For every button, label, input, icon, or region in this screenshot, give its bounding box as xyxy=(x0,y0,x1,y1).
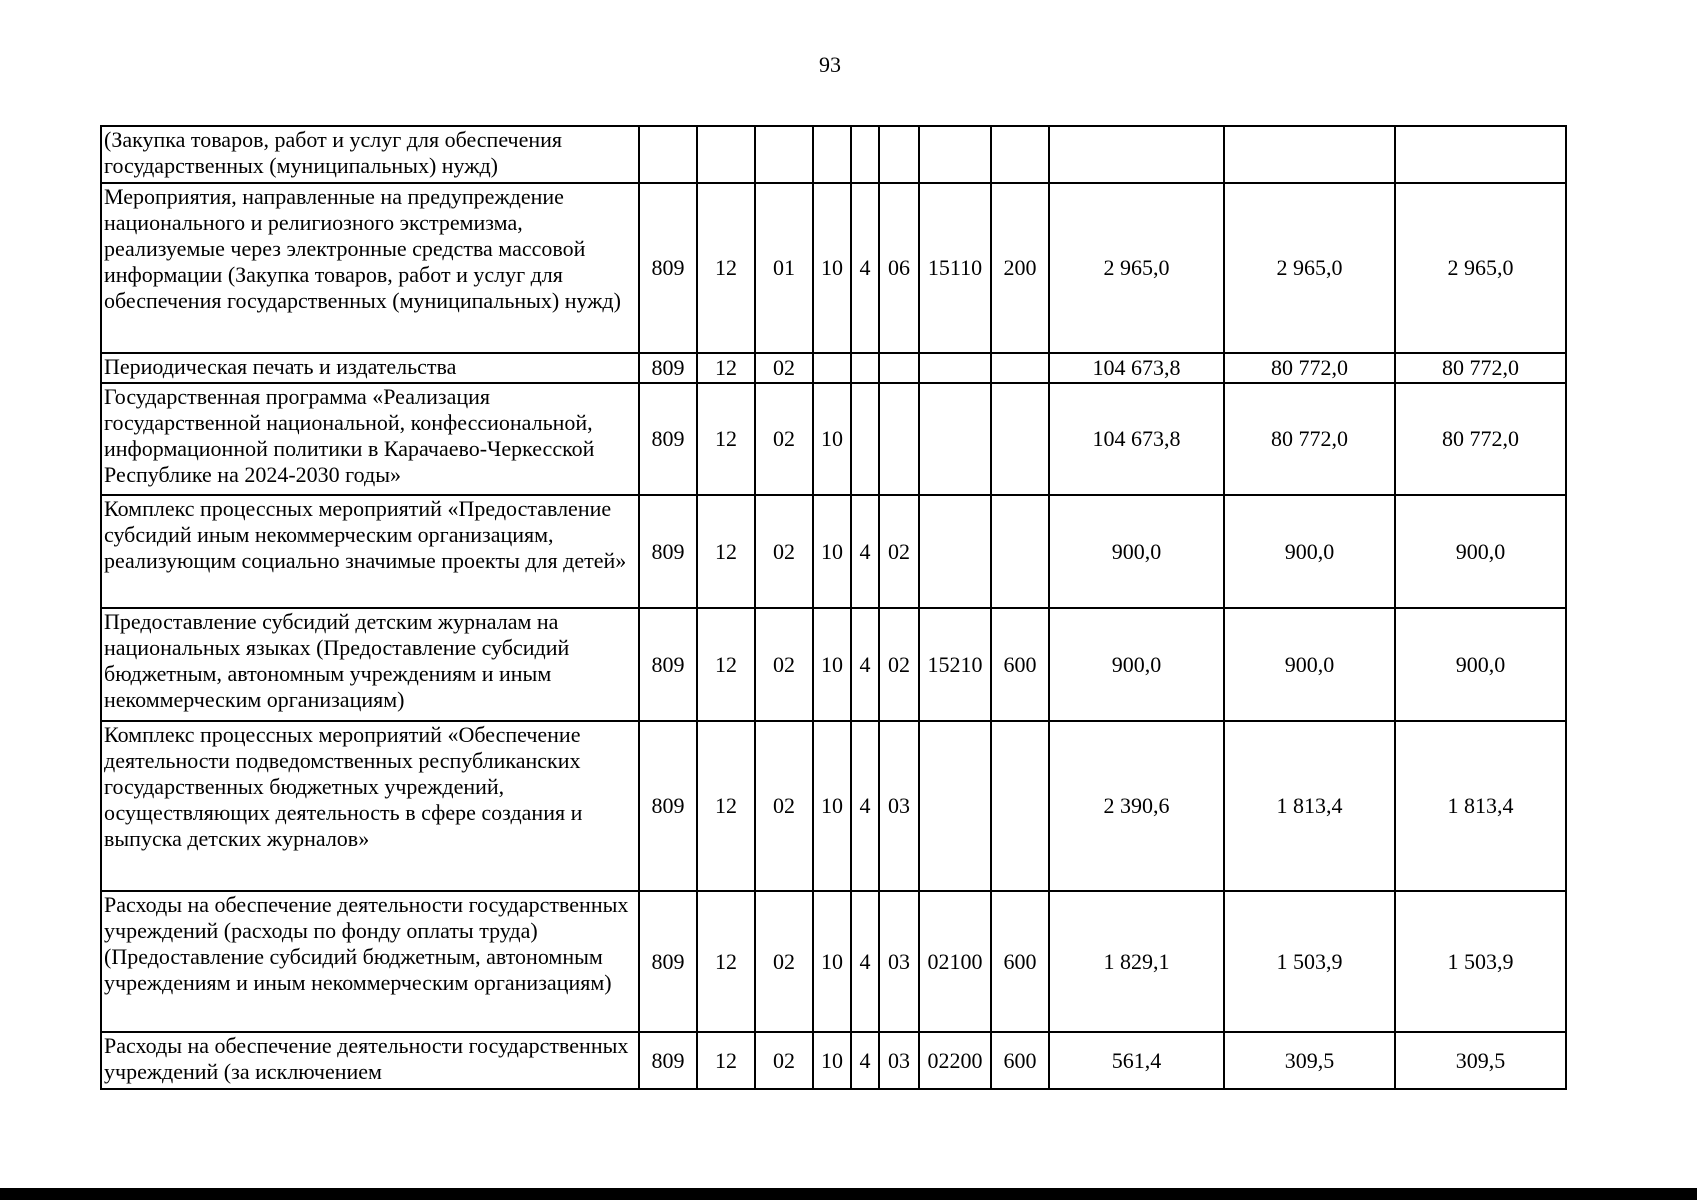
direction-code-cell xyxy=(919,495,991,608)
subprogram-code-cell: 4 xyxy=(851,183,879,353)
expense-type-cell xyxy=(991,126,1049,183)
program-code-cell: 10 xyxy=(813,183,851,353)
program-code-cell: 10 xyxy=(813,608,851,721)
section-code-cell: 12 xyxy=(697,353,755,383)
amount-year-3-cell: 900,0 xyxy=(1395,608,1566,721)
row-description: Комплекс процессных мероприятий «Предоставление субсидий иным некоммерческим организациям, реализующим социально значимые проекты для детей» xyxy=(101,495,639,608)
row-description: Государственная программа «Реализация государственной национальной, конфессиональной, информационной политики в Карачаево-Черкесской Республике на 2024-2030 годы» xyxy=(101,383,639,495)
activity-code-cell: 06 xyxy=(879,183,919,353)
subprogram-code-cell: 4 xyxy=(851,608,879,721)
subprogram-code-cell: 4 xyxy=(851,721,879,891)
amount-year-3-cell: 1 503,9 xyxy=(1395,891,1566,1032)
budget-table xyxy=(100,125,1567,1090)
subprogram-code-cell xyxy=(851,353,879,383)
expense-type-cell: 600 xyxy=(991,608,1049,721)
direction-code-cell: 02200 xyxy=(919,1032,991,1089)
activity-code-cell xyxy=(879,383,919,495)
amount-year-2-cell: 80 772,0 xyxy=(1224,383,1395,495)
row-description: Предоставление субсидий детским журналам на национальных языках (Предоставление субсидий бюджетным, автономным учреждениям и иным некоммерческим организациям) xyxy=(101,608,639,721)
amount-year-3-cell xyxy=(1395,126,1566,183)
ministry-code-cell: 809 xyxy=(639,1032,697,1089)
program-code-cell: 10 xyxy=(813,383,851,495)
expense-type-cell xyxy=(991,721,1049,891)
subsection-code-cell: 02 xyxy=(755,495,813,608)
table-row xyxy=(101,891,1566,1032)
subprogram-code-cell: 4 xyxy=(851,495,879,608)
subsection-code-cell: 02 xyxy=(755,891,813,1032)
activity-code-cell xyxy=(879,126,919,183)
section-code-cell: 12 xyxy=(697,608,755,721)
activity-code-cell: 02 xyxy=(879,608,919,721)
amount-year-1-cell: 900,0 xyxy=(1049,608,1224,721)
subsection-code-cell: 01 xyxy=(755,183,813,353)
amount-year-1-cell: 2 390,6 xyxy=(1049,721,1224,891)
ministry-code-cell: 809 xyxy=(639,495,697,608)
subsection-code-cell: 02 xyxy=(755,1032,813,1089)
amount-year-2-cell: 900,0 xyxy=(1224,495,1395,608)
row-description: (Закупка товаров, работ и услуг для обеспечения государственных (муниципальных) нужд) xyxy=(101,126,639,183)
table-row xyxy=(101,1032,1566,1089)
section-code-cell: 12 xyxy=(697,891,755,1032)
subsection-code-cell: 02 xyxy=(755,608,813,721)
table-row xyxy=(101,383,1566,495)
amount-year-1-cell: 561,4 xyxy=(1049,1032,1224,1089)
program-code-cell xyxy=(813,126,851,183)
direction-code-cell xyxy=(919,721,991,891)
subprogram-code-cell xyxy=(851,383,879,495)
ministry-code-cell: 809 xyxy=(639,183,697,353)
activity-code-cell: 03 xyxy=(879,721,919,891)
row-description: Мероприятия, направленные на предупреждение национального и религиозного экстремизма, реализуемые через электронные средства массовой информации (Закупка товаров, работ и услуг для обеспечения государственных (муниципальных) нужд) xyxy=(101,183,639,353)
amount-year-2-cell: 80 772,0 xyxy=(1224,353,1395,383)
row-description: Расходы на обеспечение деятельности государственных учреждений (за исключением xyxy=(101,1032,639,1089)
table-row xyxy=(101,495,1566,608)
table-row xyxy=(101,183,1566,353)
table-row xyxy=(101,608,1566,721)
subprogram-code-cell xyxy=(851,126,879,183)
table-row xyxy=(101,353,1566,383)
program-code-cell: 10 xyxy=(813,891,851,1032)
subsection-code-cell xyxy=(755,126,813,183)
activity-code-cell: 02 xyxy=(879,495,919,608)
amount-year-3-cell: 309,5 xyxy=(1395,1032,1566,1089)
amount-year-2-cell: 1 813,4 xyxy=(1224,721,1395,891)
ministry-code-cell: 809 xyxy=(639,891,697,1032)
expense-type-cell xyxy=(991,353,1049,383)
ministry-code-cell: 809 xyxy=(639,721,697,891)
section-code-cell: 12 xyxy=(697,183,755,353)
program-code-cell xyxy=(813,353,851,383)
row-description: Комплекс процессных мероприятий «Обеспечение деятельности подведомственных республиканских государственных бюджетных учреждений, осуществляющих деятельность в сфере создания и выпуска детских журналов» xyxy=(101,721,639,891)
direction-code-cell xyxy=(919,383,991,495)
subsection-code-cell: 02 xyxy=(755,353,813,383)
direction-code-cell: 02100 xyxy=(919,891,991,1032)
expense-type-cell xyxy=(991,383,1049,495)
amount-year-2-cell: 2 965,0 xyxy=(1224,183,1395,353)
amount-year-2-cell: 900,0 xyxy=(1224,608,1395,721)
amount-year-3-cell: 900,0 xyxy=(1395,495,1566,608)
subprogram-code-cell: 4 xyxy=(851,1032,879,1089)
row-description: Периодическая печать и издательства xyxy=(101,353,639,383)
activity-code-cell: 03 xyxy=(879,891,919,1032)
subsection-code-cell: 02 xyxy=(755,721,813,891)
amount-year-3-cell: 80 772,0 xyxy=(1395,383,1566,495)
program-code-cell: 10 xyxy=(813,495,851,608)
amount-year-1-cell: 104 673,8 xyxy=(1049,383,1224,495)
amount-year-1-cell: 104 673,8 xyxy=(1049,353,1224,383)
ministry-code-cell: 809 xyxy=(639,383,697,495)
table-row xyxy=(101,721,1566,891)
subprogram-code-cell: 4 xyxy=(851,891,879,1032)
amount-year-2-cell xyxy=(1224,126,1395,183)
ministry-code-cell: 809 xyxy=(639,608,697,721)
amount-year-3-cell: 80 772,0 xyxy=(1395,353,1566,383)
table-row xyxy=(101,126,1566,183)
ministry-code-cell: 809 xyxy=(639,353,697,383)
section-code-cell: 12 xyxy=(697,1032,755,1089)
direction-code-cell xyxy=(919,126,991,183)
direction-code-cell: 15110 xyxy=(919,183,991,353)
direction-code-cell xyxy=(919,353,991,383)
section-code-cell xyxy=(697,126,755,183)
activity-code-cell xyxy=(879,353,919,383)
section-code-cell: 12 xyxy=(697,383,755,495)
expense-type-cell: 200 xyxy=(991,183,1049,353)
expense-type-cell xyxy=(991,495,1049,608)
activity-code-cell: 03 xyxy=(879,1032,919,1089)
amount-year-1-cell xyxy=(1049,126,1224,183)
expense-type-cell: 600 xyxy=(991,891,1049,1032)
direction-code-cell: 15210 xyxy=(919,608,991,721)
program-code-cell: 10 xyxy=(813,1032,851,1089)
scan-edge-bar xyxy=(0,1188,1697,1200)
section-code-cell: 12 xyxy=(697,495,755,608)
subsection-code-cell: 02 xyxy=(755,383,813,495)
amount-year-3-cell: 1 813,4 xyxy=(1395,721,1566,891)
page-number: 93 xyxy=(819,52,841,77)
expense-type-cell: 600 xyxy=(991,1032,1049,1089)
amount-year-2-cell: 309,5 xyxy=(1224,1032,1395,1089)
program-code-cell: 10 xyxy=(813,721,851,891)
amount-year-1-cell: 900,0 xyxy=(1049,495,1224,608)
ministry-code-cell xyxy=(639,126,697,183)
row-description: Расходы на обеспечение деятельности государственных учреждений (расходы по фонду оплаты труда) (Предоставление субсидий бюджетным, автономным учреждениям и иным некоммерческим организациям) xyxy=(101,891,639,1032)
amount-year-1-cell: 2 965,0 xyxy=(1049,183,1224,353)
amount-year-3-cell: 2 965,0 xyxy=(1395,183,1566,353)
amount-year-2-cell: 1 503,9 xyxy=(1224,891,1395,1032)
section-code-cell: 12 xyxy=(697,721,755,891)
amount-year-1-cell: 1 829,1 xyxy=(1049,891,1224,1032)
